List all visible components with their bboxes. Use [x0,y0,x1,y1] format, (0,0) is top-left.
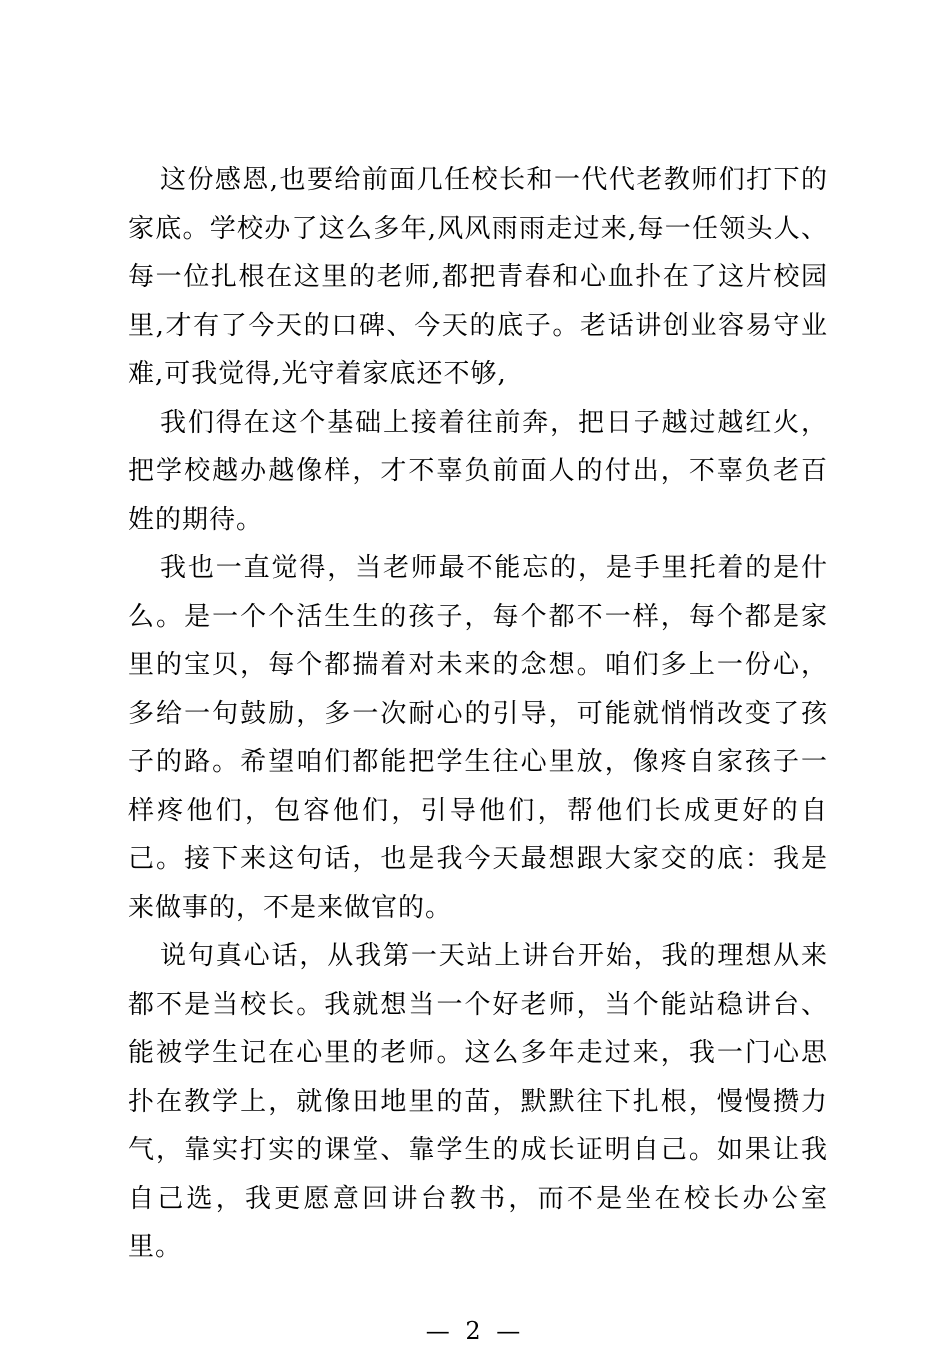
paragraph-4: 说句真心话，从我第一天站上讲台开始，我的理想从来都不是当校长。我就想当一个好老师，当个能站稳讲台、能被学生记在心里的老师。这么多年走过来，我一门心思扑在教学上，就像田地里的苗，默默往下扎根，慢慢攒力气，靠实打实的课堂、靠学生的成长证明自己。如果让我自己选，我更愿意回讲台教书，而不是坐在校长办公室里。 [128,941,828,1262]
paragraph-3: 我也一直觉得，当老师最不能忘的，是手里托着的是什么。是一个个活生生的孩子，每个都不一样，每个都是家里的宝贝，每个都揣着对未来的念想。咱们多上一份心，多给一句鼓励，多一次耐心的引导，可能就悄悄改变了孩子的路。希望咱们都能把学生往心里放，像疼自家孩子一样疼他们，包容他们，引导他们，帮他们长成更好的自己。接下来这句话，也是我今天最想跟大家交的底：我是来做事的，不是来做官的。 [128,553,828,923]
paragraph-1: 这份感恩,也要给前面几任校长和一代代老教师们打下的家底。学校办了这么多年,风风雨雨走过来,每一任领头人、每一位扎根在这里的老师,都把青春和心血扑在了这片校园里,才有了今天的口碑、今天的底子。老话讲创业容易守业难,可我觉得,光守着家底还不够, [128,165,828,389]
paragraph-2: 我们得在这个基础上接着往前奔，把日子越过越红火，把学校越办越像样，才不辜负前面人的付出，不辜负老百姓的期待。 [128,407,828,535]
page-number: — 2 — [425,1317,525,1345]
body-text [128,156,828,1272]
